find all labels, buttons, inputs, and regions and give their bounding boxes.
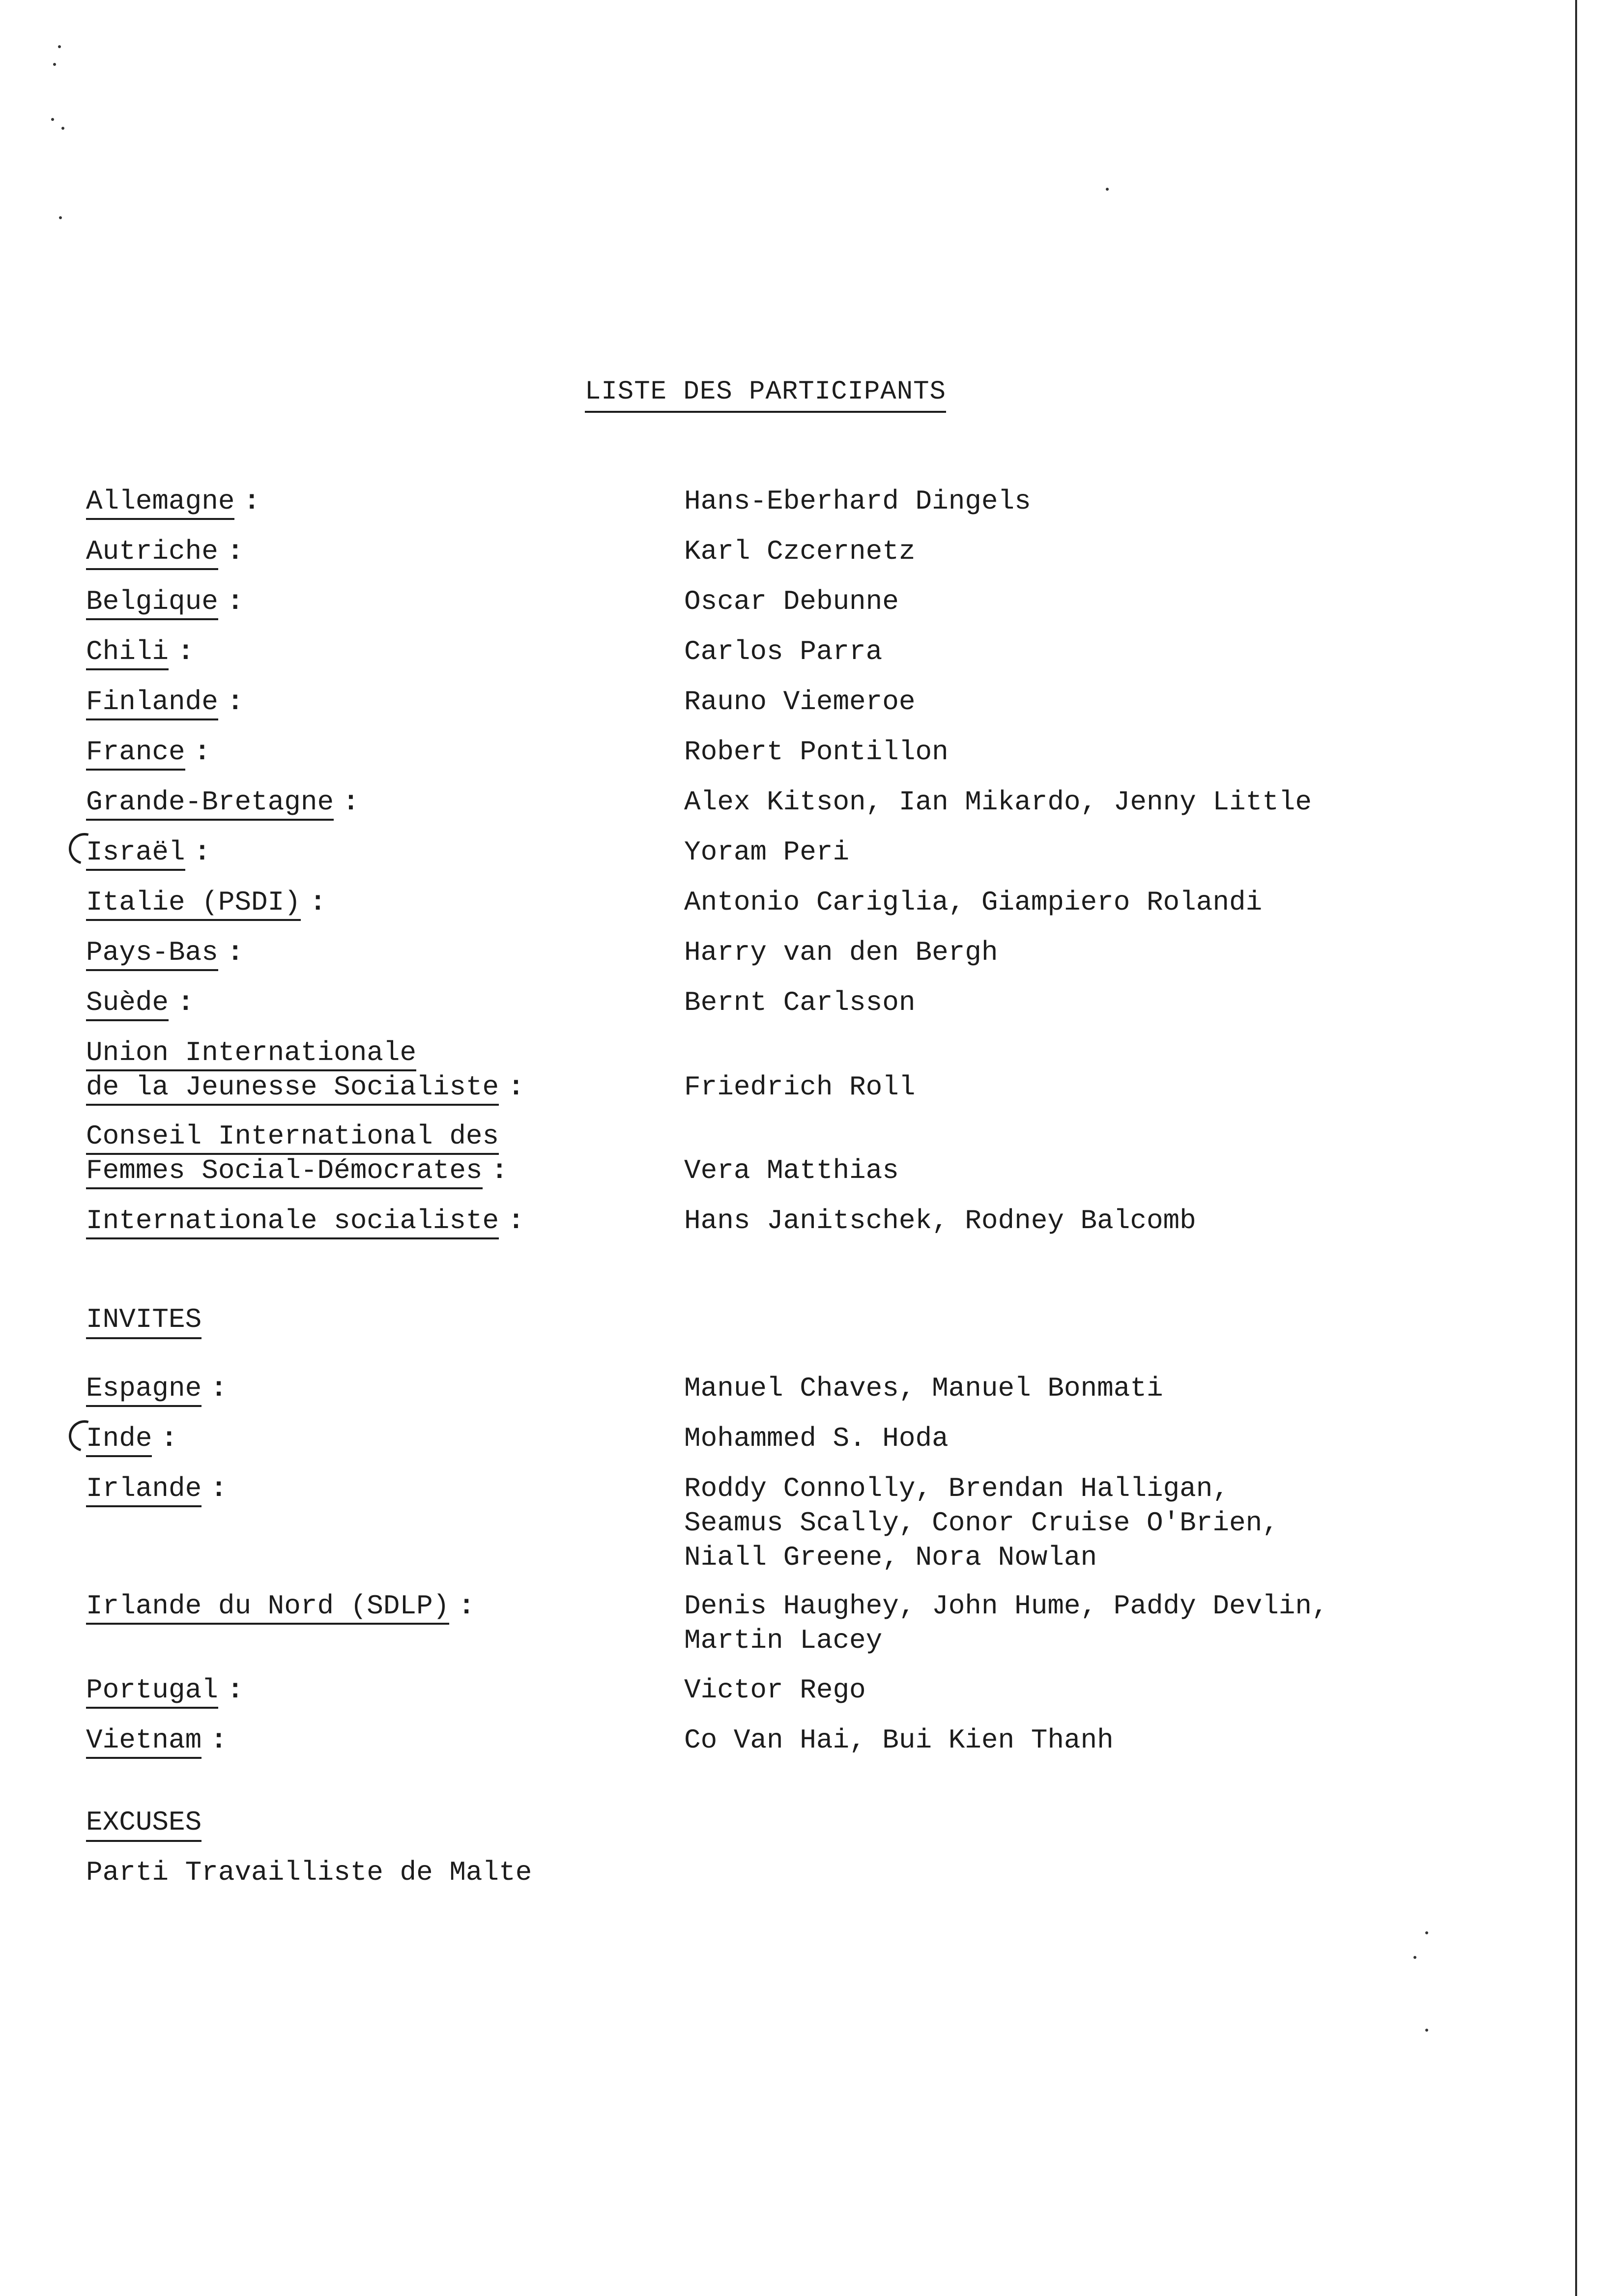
colon: : <box>177 987 194 1018</box>
participant-names: Mohammed S. Hoda <box>684 1423 949 1454</box>
participant-names: Antonio Cariglia, Giampiero Rolandi <box>684 887 1263 918</box>
colon: : <box>227 1674 244 1706</box>
speck <box>1425 2029 1428 2032</box>
colon: : <box>343 786 359 818</box>
speck <box>61 127 64 130</box>
colon: : <box>177 636 194 667</box>
colon: : <box>227 536 244 567</box>
speck <box>58 45 61 48</box>
participant-names: Alex Kitson, Ian Mikardo, Jenny Little <box>684 786 1312 818</box>
participant-names: Victor Rego <box>684 1674 866 1706</box>
participant-names: Yoram Peri <box>684 836 850 868</box>
participant-names: Bernt Carlsson <box>684 987 916 1018</box>
country-label: Pays-Bas <box>86 937 218 971</box>
country-label: Italie (PSDI) <box>86 887 301 921</box>
country-label: de la Jeunesse Socialiste <box>86 1071 499 1106</box>
participant-names: Manuel Chaves, Manuel Bonmati <box>684 1373 1163 1404</box>
participant-names: Hans Janitschek, Rodney Balcomb <box>684 1205 1196 1236</box>
participant-names: Denis Haughey, John Hume, Paddy Devlin, <box>684 1590 1328 1622</box>
participant-names: Carlos Parra <box>684 636 883 667</box>
colon: : <box>491 1155 508 1186</box>
speck <box>51 118 54 121</box>
speck <box>1425 1931 1428 1934</box>
country-label: Vietnam <box>86 1724 202 1759</box>
colon: : <box>194 836 211 868</box>
speck <box>53 63 56 66</box>
colon: : <box>508 1071 524 1103</box>
country-label: Suède <box>86 987 169 1021</box>
participant-names: Rauno Viemeroe <box>684 686 916 718</box>
country-label: Portugal <box>86 1674 218 1709</box>
country-label: Israël <box>86 836 185 871</box>
participant-names: Niall Greene, Nora Nowlan <box>684 1542 1097 1573</box>
speck <box>1413 1956 1416 1959</box>
country-label: France <box>86 736 185 771</box>
colon: : <box>458 1590 475 1622</box>
participant-names: Co Van Hai, Bui Kien Thanh <box>684 1724 1114 1756</box>
colon: : <box>210 1724 227 1756</box>
page-title: LISTE DES PARTICIPANTS <box>585 377 946 413</box>
invites-heading: INVITES <box>86 1302 202 1337</box>
country-label: Union Internationale <box>86 1037 416 1071</box>
participant-row <box>0 1119 1573 1188</box>
country-label: Espagne <box>86 1373 202 1407</box>
participant-names: Friedrich Roll <box>684 1071 916 1103</box>
participant-names: Robert Pontillon <box>684 736 949 768</box>
country-label: Irlande du Nord (SDLP) <box>86 1590 449 1625</box>
country-label: Femmes Social-Démocrates <box>86 1155 483 1189</box>
country-label: Chili <box>86 636 169 670</box>
colon: : <box>194 736 211 768</box>
participant-names: Vera Matthias <box>684 1155 899 1186</box>
participant-names: Hans-Eberhard Dingels <box>684 486 1031 517</box>
country-label: Inde <box>86 1423 152 1457</box>
colon: : <box>243 486 260 517</box>
country-label: Autriche <box>86 536 218 570</box>
country-label: Irlande <box>86 1473 202 1507</box>
country-label: Conseil International des <box>86 1120 499 1155</box>
country-label: Belgique <box>86 586 218 620</box>
colon: : <box>227 937 244 968</box>
participant-row <box>0 1035 1573 1104</box>
participant-names: Roddy Connolly, Brendan Halligan, <box>684 1473 1229 1504</box>
page-edge <box>1575 0 1577 2296</box>
colon: : <box>210 1373 227 1404</box>
colon: : <box>227 586 244 617</box>
country-label: Finlande <box>86 686 218 720</box>
speck <box>1106 188 1109 191</box>
participant-names: Martin Lacey <box>684 1625 883 1656</box>
participant-names: Karl Czcernetz <box>684 536 916 567</box>
excuses-heading: EXCUSES <box>86 1805 202 1839</box>
excuse-item: Parti Travailliste de Malte <box>86 1857 532 1888</box>
participant-names: Harry van den Bergh <box>684 937 998 968</box>
participant-names: Oscar Debunne <box>684 586 899 617</box>
speck <box>59 216 62 219</box>
country-label: Internationale socialiste <box>86 1205 499 1239</box>
country-label: Allemagne <box>86 486 234 520</box>
invite-row <box>0 1471 1573 1575</box>
colon: : <box>508 1205 524 1236</box>
participant-names: Seamus Scally, Conor Cruise O'Brien, <box>684 1507 1279 1539</box>
colon: : <box>161 1423 178 1454</box>
colon: : <box>227 686 244 718</box>
colon: : <box>210 1473 227 1504</box>
colon: : <box>309 887 326 918</box>
country-label: Grande-Bretagne <box>86 786 334 821</box>
invite-row <box>0 1589 1573 1658</box>
